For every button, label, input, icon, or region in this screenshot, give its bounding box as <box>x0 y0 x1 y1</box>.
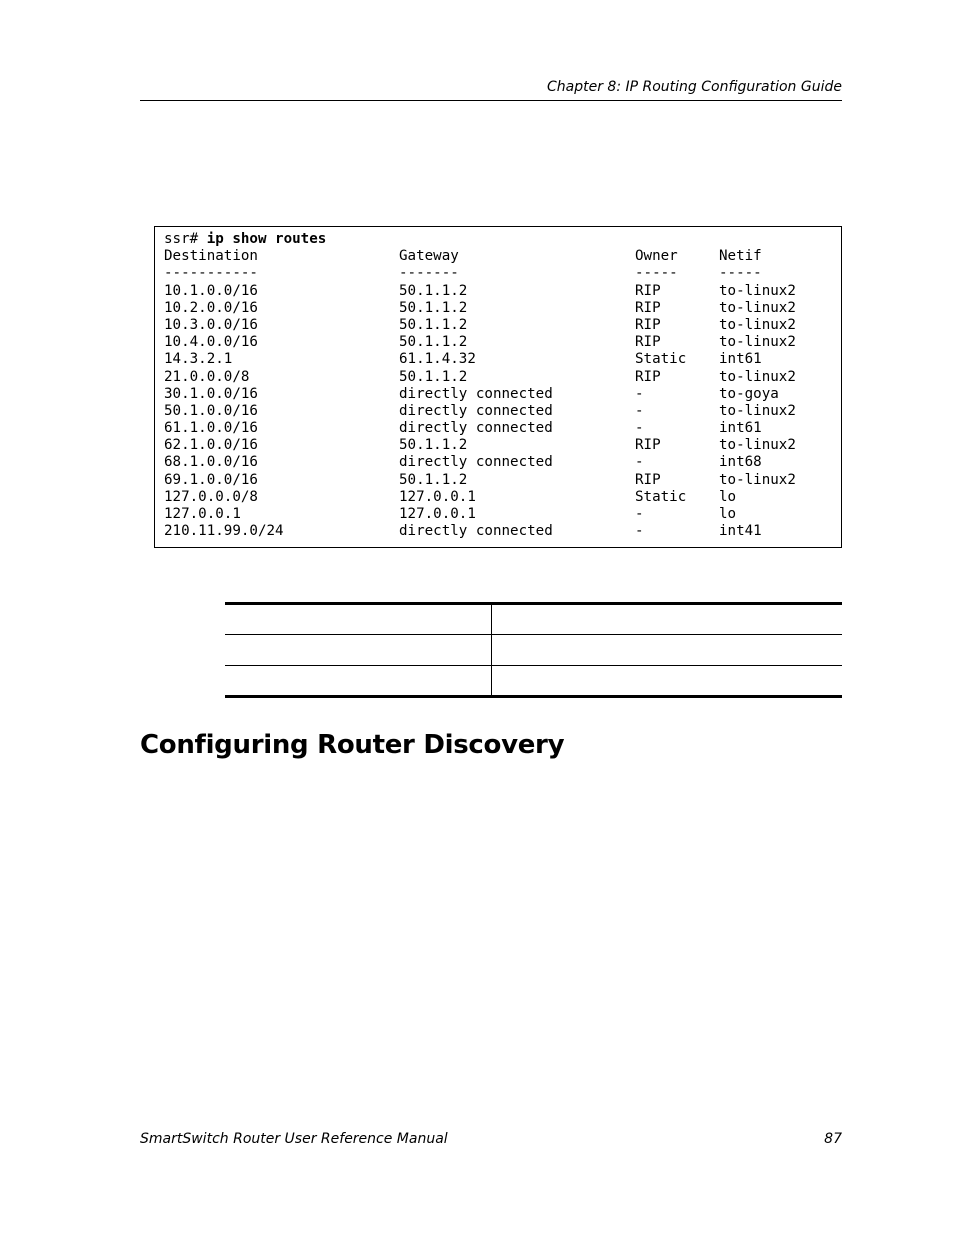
code-listing <box>164 231 796 540</box>
route-owner: - <box>635 420 644 437</box>
route-owner: Static <box>635 488 687 505</box>
route-row <box>164 471 796 489</box>
route-owner: RIP <box>635 299 661 316</box>
command-line <box>164 231 327 248</box>
parameter-table <box>225 602 842 695</box>
route-owner: - <box>635 523 644 540</box>
route-row <box>164 437 796 454</box>
route-netif: to-linux2 <box>719 402 796 419</box>
separator-destination: ----------- <box>164 265 258 282</box>
route-gateway: 50.1.1.2 <box>399 437 468 454</box>
route-owner: RIP <box>635 368 661 385</box>
route-gateway: 61.1.4.32 <box>399 351 476 368</box>
table-row-divider <box>225 665 842 666</box>
route-owner: Static <box>635 351 687 368</box>
route-row <box>164 420 762 437</box>
route-gateway: 127.0.0.1 <box>399 506 476 522</box>
section-heading: Configuring Router Discovery <box>140 730 565 760</box>
route-owner: RIP <box>635 471 661 488</box>
route-netif: int61 <box>719 351 762 368</box>
table-column-divider <box>491 604 492 696</box>
route-netif: to-linux2 <box>719 282 796 299</box>
route-gateway: 127.0.0.1 <box>399 488 476 505</box>
route-netif: lo <box>719 506 737 522</box>
route-row <box>164 299 796 317</box>
route-gateway: 50.1.1.2 <box>399 282 468 299</box>
route-destination: 62.1.0.0/16 <box>164 437 258 454</box>
separator-owner: ----- <box>635 265 678 282</box>
route-owner: - <box>635 402 644 419</box>
separator-gateway: ------- <box>399 265 459 282</box>
route-netif: to-linux2 <box>719 437 796 454</box>
route-destination: 127.0.0.1 <box>164 506 241 522</box>
header-rule <box>140 100 842 101</box>
cli-command-text: ip show routes <box>206 231 327 247</box>
route-row <box>164 454 762 471</box>
route-owner: RIP <box>635 334 661 351</box>
route-destination: 50.1.0.0/16 <box>164 402 258 419</box>
route-gateway: directly connected <box>399 420 553 437</box>
route-owner: RIP <box>635 282 661 299</box>
cli-prompt: ssr# <box>164 231 207 247</box>
route-destination: 68.1.0.0/16 <box>164 454 258 471</box>
page-number: 87 <box>824 1131 842 1147</box>
header-gateway: Gateway <box>399 248 459 265</box>
route-netif: to-goya <box>719 385 779 402</box>
route-owner: - <box>635 385 644 402</box>
route-netif: to-linux2 <box>719 368 796 385</box>
table-bottom-rule <box>225 695 842 698</box>
route-owner: - <box>635 506 644 522</box>
route-destination: 61.1.0.0/16 <box>164 420 258 437</box>
route-destination: 21.0.0.0/8 <box>164 368 250 385</box>
route-owner: - <box>635 454 644 471</box>
route-destination: 10.3.0.0/16 <box>164 316 258 333</box>
route-gateway: directly connected <box>399 402 553 419</box>
route-destination: 14.3.2.1 <box>164 351 233 368</box>
route-destination: 10.1.0.0/16 <box>164 282 258 299</box>
code-example-box <box>154 226 842 548</box>
route-gateway: directly connected <box>399 385 553 402</box>
table-row-divider <box>225 634 842 635</box>
route-netif: int68 <box>719 454 762 471</box>
route-row <box>164 334 796 351</box>
route-row <box>164 402 796 420</box>
route-netif: to-linux2 <box>719 334 796 351</box>
route-row <box>164 316 796 334</box>
route-row <box>164 368 796 386</box>
route-netif: to-linux2 <box>719 471 796 488</box>
cli-command <box>164 231 326 248</box>
route-row <box>164 506 737 523</box>
route-gateway: 50.1.1.2 <box>399 316 468 333</box>
route-row <box>164 282 796 300</box>
header-owner: Owner <box>635 248 678 265</box>
route-destination: 10.4.0.0/16 <box>164 334 258 351</box>
column-headers <box>164 248 762 265</box>
route-destination: 10.2.0.0/16 <box>164 299 258 316</box>
route-netif: lo <box>719 488 737 505</box>
route-netif: int41 <box>719 523 762 540</box>
route-row <box>164 351 762 368</box>
route-destination: 30.1.0.0/16 <box>164 385 258 402</box>
route-owner: RIP <box>635 316 661 333</box>
header-netif: Netif <box>719 248 762 265</box>
route-gateway: directly connected <box>399 454 553 471</box>
route-destination: 69.1.0.0/16 <box>164 471 258 488</box>
route-destination: 210.11.99.0/24 <box>164 523 284 540</box>
route-gateway: 50.1.1.2 <box>399 471 468 488</box>
route-destination: 127.0.0.0/8 <box>164 488 258 505</box>
column-separators <box>164 265 762 282</box>
route-row <box>164 385 779 403</box>
table-top-rule <box>225 602 842 605</box>
route-gateway: 50.1.1.2 <box>399 368 468 385</box>
separator-netif: ----- <box>719 265 762 282</box>
route-gateway: 50.1.1.2 <box>399 299 468 316</box>
footer-manual-title: SmartSwitch Router User Reference Manual <box>140 1131 448 1147</box>
route-gateway: directly connected <box>399 523 553 540</box>
route-row <box>164 523 762 540</box>
route-row <box>164 488 737 506</box>
running-header: Chapter 8: IP Routing Configuration Guide <box>546 79 842 95</box>
route-owner: RIP <box>635 437 661 454</box>
route-netif: to-linux2 <box>719 316 796 333</box>
route-netif: to-linux2 <box>719 299 796 316</box>
route-gateway: 50.1.1.2 <box>399 334 468 351</box>
route-netif: int61 <box>719 420 762 437</box>
header-destination: Destination <box>164 248 258 265</box>
